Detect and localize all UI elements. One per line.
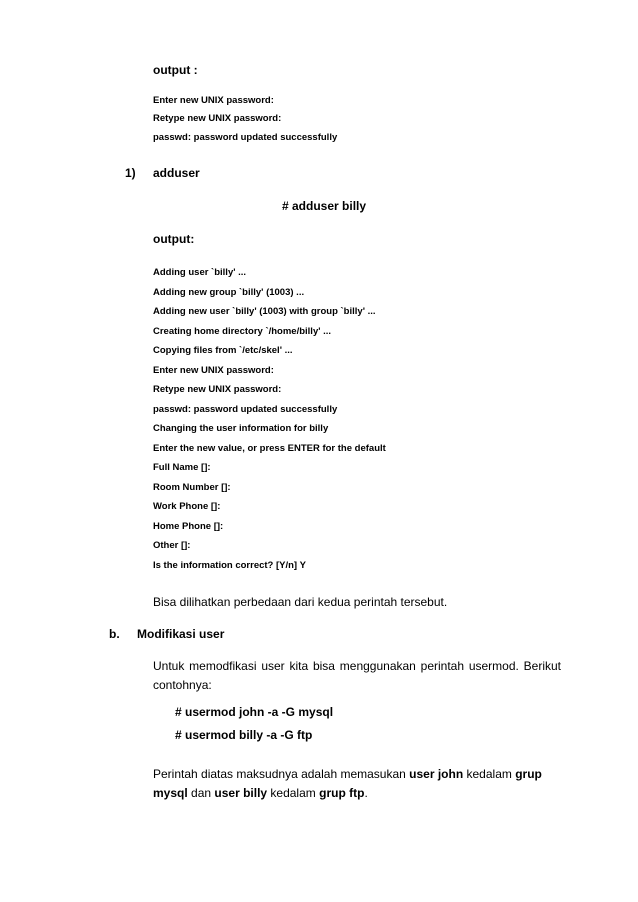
output-label: output: <box>153 232 195 246</box>
list-number: 1) <box>125 166 136 180</box>
section-letter: b. <box>109 627 120 641</box>
explain-text: . <box>364 786 368 800</box>
output-line: Adding new user `billy' (1003) with group `billy' ... <box>153 306 376 317</box>
explain-bold: user billy <box>214 786 268 800</box>
output-line: Creating home directory `/home/billy' ... <box>153 326 332 337</box>
output-line: Copying files from `/etc/skel' ... <box>153 345 293 356</box>
output-line: Retype new UNIX password: <box>153 113 282 124</box>
output-line: Retype new UNIX password: <box>153 384 282 395</box>
output-line: Is the information correct? [Y/n] Y <box>153 560 306 571</box>
section-heading-modifikasi: Modifikasi user <box>137 627 225 641</box>
intro-paragraph: Untuk memodfikasi user kita bisa menggunakan perintah usermod. Berikut contohnya: <box>153 659 561 692</box>
usermod-command: # usermod billy -a -G ftp <box>175 728 313 742</box>
explain-paragraph <box>153 765 561 803</box>
output-line: passwd: password updated successfully <box>153 404 338 415</box>
output-line: Room Number []: <box>153 482 231 493</box>
output-line: Enter new UNIX password: <box>153 365 274 376</box>
output-line: Adding user `billy' ... <box>153 267 247 278</box>
output-label: output : <box>153 63 198 77</box>
output-line: Changing the user information for billy <box>153 423 329 434</box>
output-line: Other []: <box>153 540 191 551</box>
section-heading-adduser: adduser <box>153 166 200 180</box>
usermod-command: # usermod john -a -G mysql <box>175 705 334 719</box>
explain-text: kedalam <box>463 767 516 781</box>
note-text: Bisa dilihatkan perbedaan dari kedua perintah tersebut. <box>153 595 448 609</box>
output-line: Work Phone []: <box>153 501 221 512</box>
explain-text: Perintah diatas maksudnya adalah memasukan <box>153 767 410 781</box>
explain-bold: user john <box>409 767 464 781</box>
output-line: Enter the new value, or press ENTER for the default <box>153 443 386 454</box>
adduser-command: # adduser billy <box>282 199 367 213</box>
output-line: Full Name []: <box>153 462 211 473</box>
explain-text: dan <box>187 786 215 800</box>
explain-text: kedalam <box>267 786 320 800</box>
output-line: Adding new group `billy' (1003) ... <box>153 287 305 298</box>
explain-bold: grup mysql <box>153 767 542 800</box>
output-line: Enter new UNIX password: <box>153 95 274 106</box>
explain-bold: grup ftp <box>319 786 365 800</box>
output-line: passwd: password updated successfully <box>153 132 338 143</box>
output-line: Home Phone []: <box>153 521 224 532</box>
